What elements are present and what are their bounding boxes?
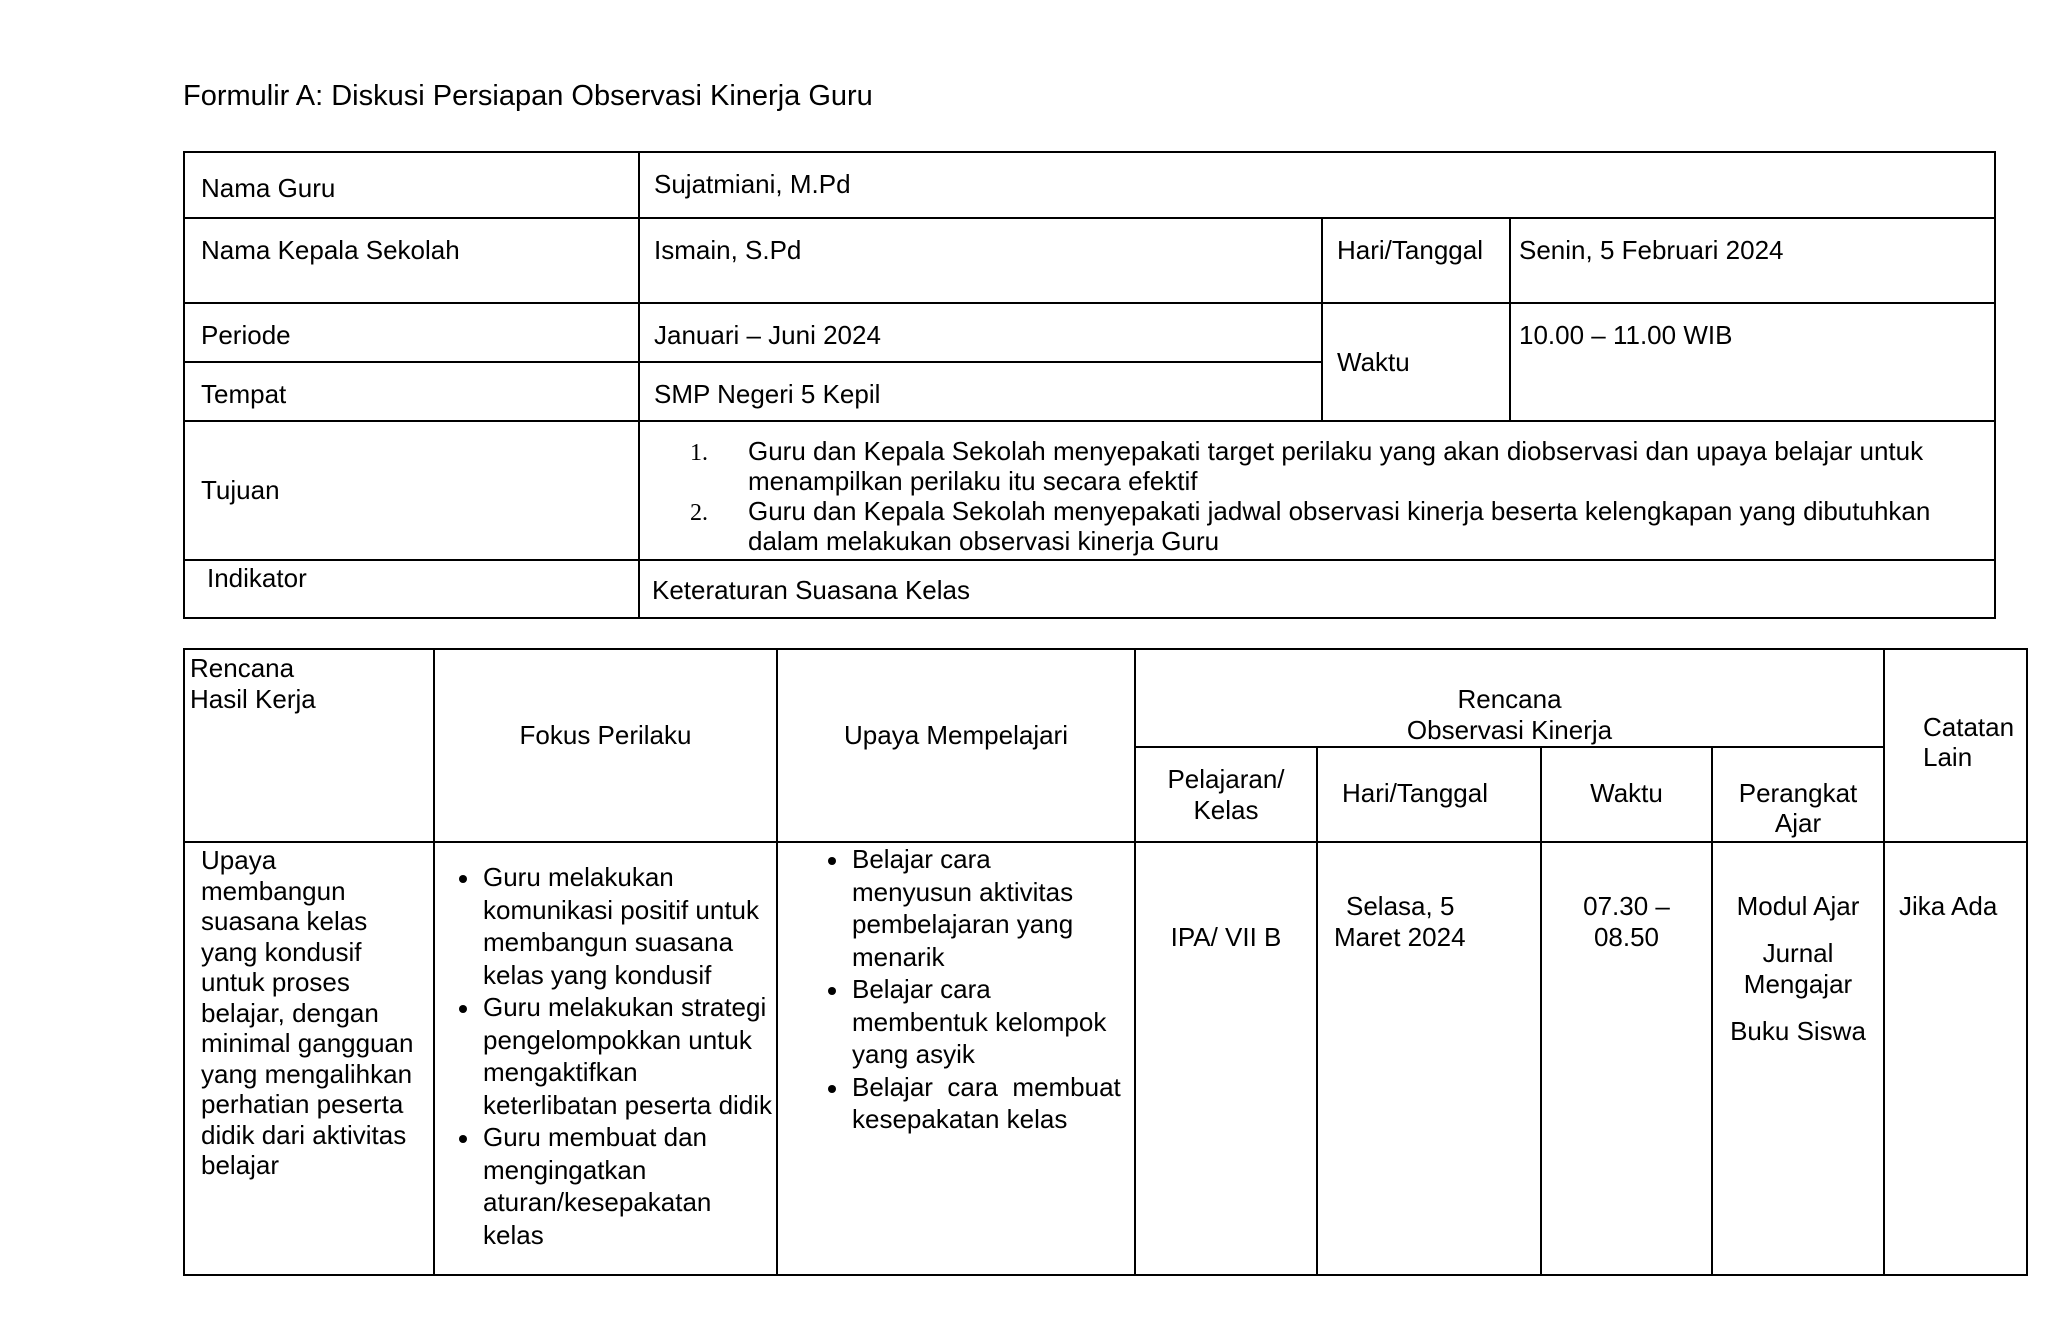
time-value: 10.00 – 11.00 WIB (1510, 303, 1995, 421)
indicator-label: Indikator (184, 560, 639, 618)
header-observation-plan: Rencana Observasi Kinerja (1135, 649, 1884, 747)
header-other-notes: Catatan Lain (1884, 649, 2027, 842)
observation-date-value: Selasa, 5 Maret 2024 (1317, 842, 1541, 1275)
observation-time-value: 07.30 – 08.50 (1541, 842, 1712, 1275)
place-value: SMP Negeri 5 Kepil (639, 362, 1322, 421)
behavior-focus-list-cell (434, 842, 777, 1275)
form-title: Formulir A: Diskusi Persiapan Observasi Kinerja Guru (183, 80, 873, 112)
header-time: Waktu (1541, 747, 1712, 842)
principal-value: Ismain, S.Pd (639, 218, 1322, 303)
objective-number: 1. (690, 440, 708, 466)
objective-label: Tujuan (184, 421, 639, 560)
teacher-value: Sujatmiani, M.Pd (639, 152, 1995, 218)
indicator-value: Keteraturan Suasana Kelas (639, 560, 1995, 618)
objective-item: 1. Guru dan Kepala Sekolah menyepakati target perilaku yang akan diobservasi dan upaya belajar untuk menampilkan perilaku itu secara efektif (690, 436, 1924, 496)
behavior-focus-list (447, 861, 776, 1251)
list-item: Guru melakukan komunikasi positif untuk membangun suasana kelas yang kondusif (447, 861, 776, 991)
header-work-plan: Rencana Hasil Kerja (184, 649, 434, 842)
principal-label: Nama Kepala Sekolah (184, 218, 639, 303)
header-learning-effort: Upaya Mempelajari (777, 649, 1135, 842)
list-item: Guru melakukan strategi pengelompokkan untuk mengaktifkan keterlibatan peserta didik (447, 991, 776, 1121)
objective-list-cell (639, 421, 1995, 560)
teaching-tools-value: Modul Ajar Jurnal Mengajar Buku Siswa (1712, 842, 1884, 1275)
date-label: Hari/Tanggal (1322, 218, 1510, 303)
header-teaching-tools: Perangkat Ajar (1712, 747, 1884, 842)
time-label: Waktu (1322, 303, 1510, 421)
header-behavior-focus: Fokus Perilaku (434, 649, 777, 842)
learning-effort-list (816, 843, 1126, 1136)
header-date: Hari/Tanggal (1317, 747, 1541, 842)
header-subject-class: Pelajaran/ Kelas (1135, 747, 1317, 842)
other-notes-value: Jika Ada (1884, 842, 2027, 1275)
place-label: Tempat (184, 362, 639, 421)
list-item: Belajar cara membentuk kelompok yang asyik (816, 973, 1126, 1071)
date-value: Senin, 5 Februari 2024 (1510, 218, 1995, 303)
subject-class-value: IPA/ VII B (1135, 842, 1317, 1275)
plan-table (183, 648, 2028, 1276)
objective-item: 2. Guru dan Kepala Sekolah menyepakati jadwal observasi kinerja beserta kelengkapan yang dibutuhkan dalam melakukan observasi kinerja Guru (690, 496, 1931, 556)
period-label: Periode (184, 303, 639, 362)
info-table (183, 151, 1996, 619)
list-item: Guru membuat dan mengingatkan aturan/kesepakatan kelas (447, 1121, 776, 1251)
list-item: Belajar cara membuat kesepakatan kelas (816, 1071, 1126, 1136)
teacher-label: Nama Guru (184, 152, 639, 218)
learning-effort-list-cell (777, 842, 1135, 1275)
period-value: Januari – Juni 2024 (639, 303, 1322, 362)
objective-number: 2. (690, 500, 708, 526)
list-item: Belajar cara menyusun aktivitas pembelajaran yang menarik (816, 843, 1126, 973)
work-plan-text: Upaya membangun suasana kelas yang kondusif untuk proses belajar, dengan minimal gangguan yang mengalihkan perhatian peserta didik dari aktivitas belajar (184, 842, 434, 1275)
objective-list (652, 436, 1982, 556)
